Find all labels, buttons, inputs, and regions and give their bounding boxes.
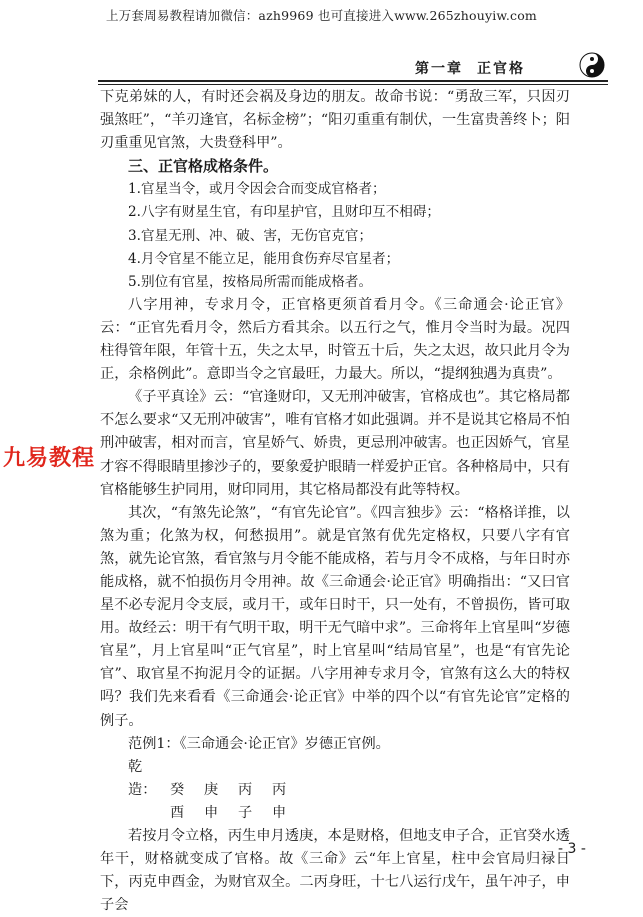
chapter-title (415, 58, 525, 78)
header-rule (98, 80, 608, 82)
section-heading: 三、正官格成格条件。 (128, 157, 279, 176)
chapter-name: 正官格 (477, 61, 525, 77)
header-rule-thin (98, 84, 608, 85)
example-title: 范例1：《三命通会·论正官》岁德正官例。 (128, 735, 390, 752)
condition-item: 1.官星当令，或月令因会合而变成官格者； (128, 181, 386, 198)
stem: 庚 (204, 781, 219, 798)
branch: 子 (238, 804, 253, 821)
watermark: 九易教程 (3, 446, 96, 471)
yin-yang-icon (579, 52, 605, 78)
example-stems-row (100, 756, 570, 802)
page-number: - 3 - (558, 841, 586, 857)
paragraph: 下克弟妹的人，有时还会祸及身边的朋友。故命书说：“勇敌三军，只因刃强煞旺”，“羊刃逢官，名标金榜”；“阳刃重重有制伏，一生富贵善终卜；阳刃重重见官煞，大贵登科甲”。 (100, 89, 570, 152)
stem: 丙 (238, 781, 253, 798)
condition-item: 5.别位有官星，按格局所需而能成格者。 (128, 273, 373, 290)
condition-item: 3.官星无刑、冲、破、害，无伤官克官； (128, 227, 373, 244)
branch: 申 (272, 804, 287, 821)
branch: 申 (204, 804, 219, 821)
paragraph: 若按月令立格，丙生申月透庚，本是财格，但地支申子合，正官癸水透年干，财格就变成了官格。故《三命》云“年上官星，柱中会官局归禄日下，丙克申酉金，为财官双全。二丙身旺，十七八运行戊午，虽午冲子，申子会 (100, 828, 570, 914)
chapter-number: 第一章 (415, 61, 463, 77)
example-branches-row (100, 802, 570, 825)
branch: 酉 (170, 804, 185, 821)
paragraph: 八字用神，专求月令，正官格更须首看月令。《三命通会·论正官》云：“正官先看月令，然后方看其余。以五行之气，惟月令当时为最。况四柱得管年限，年管十五，失之太早，时管五十后，失之太迟，故只此月令为正，余格例此”。意即当令之官最旺，力最大。所以，“提纲独遇为真贵”。 (100, 296, 570, 383)
running-header (415, 58, 605, 80)
condition-item: 4.月令官星不能立足，能用食伤弃尽官星者； (128, 250, 400, 267)
top-banner: 上万套周易教程请加微信：azh9969 也可直接进入www.265zhouyiw.com (106, 8, 537, 23)
paragraph: 《子平真诠》云：“官逢财印，又无刑冲破害，官格成也”。其它格局都不怎么要求“又无刑冲破害”，唯有官格才如此强调。并不是说其它格局不怕刑冲破害，相对而言，官星娇气、娇贵，更忌刑冲破害。也正因娇气，官星才容不得眼睛里掺沙子的，要象爱护眼睛一样爱护正官。各种格局中，只有官格能够生护同用，财印同用，其它格局都没有此等特权。 (100, 389, 570, 498)
stem: 癸 (170, 781, 185, 798)
page-body (100, 86, 570, 917)
paragraph: 其次，“有煞先论煞”，“有官先论官”。《四言独步》云：“格格详推，以煞为重；化煞为权，何愁损用”。就是官煞有优先定格权，只要八字有官煞，就先论官煞，看官煞与月令能不能成格，若与月令不成格，与年日时亦能成格，就不怕损伤月令用神。故《三命通会·论正官》明确指出：“又曰官星不必专泥月令支辰，或月干，或年日时干，只一处有，不曾损伤，皆可取用。故经云：明干有气明干取，明干无气暗中求”。三命将年上官星叫“岁德官星”，月上官星叫“正气官星”，时上官星叫“结局官星”，也是“有官先论官”、取官星不拘泥月令的证据。八字用神专求月令，官煞有这么大的特权吗？我们先来看看《三命通会·论正官》中举的四个以“有官先论官”定格的例子。 (100, 504, 570, 729)
stem: 丙 (272, 781, 287, 798)
condition-item: 2.八字有财星生官，有印星护官，且财印互不相碍； (128, 204, 441, 221)
example-label: 乾造： (128, 758, 157, 798)
